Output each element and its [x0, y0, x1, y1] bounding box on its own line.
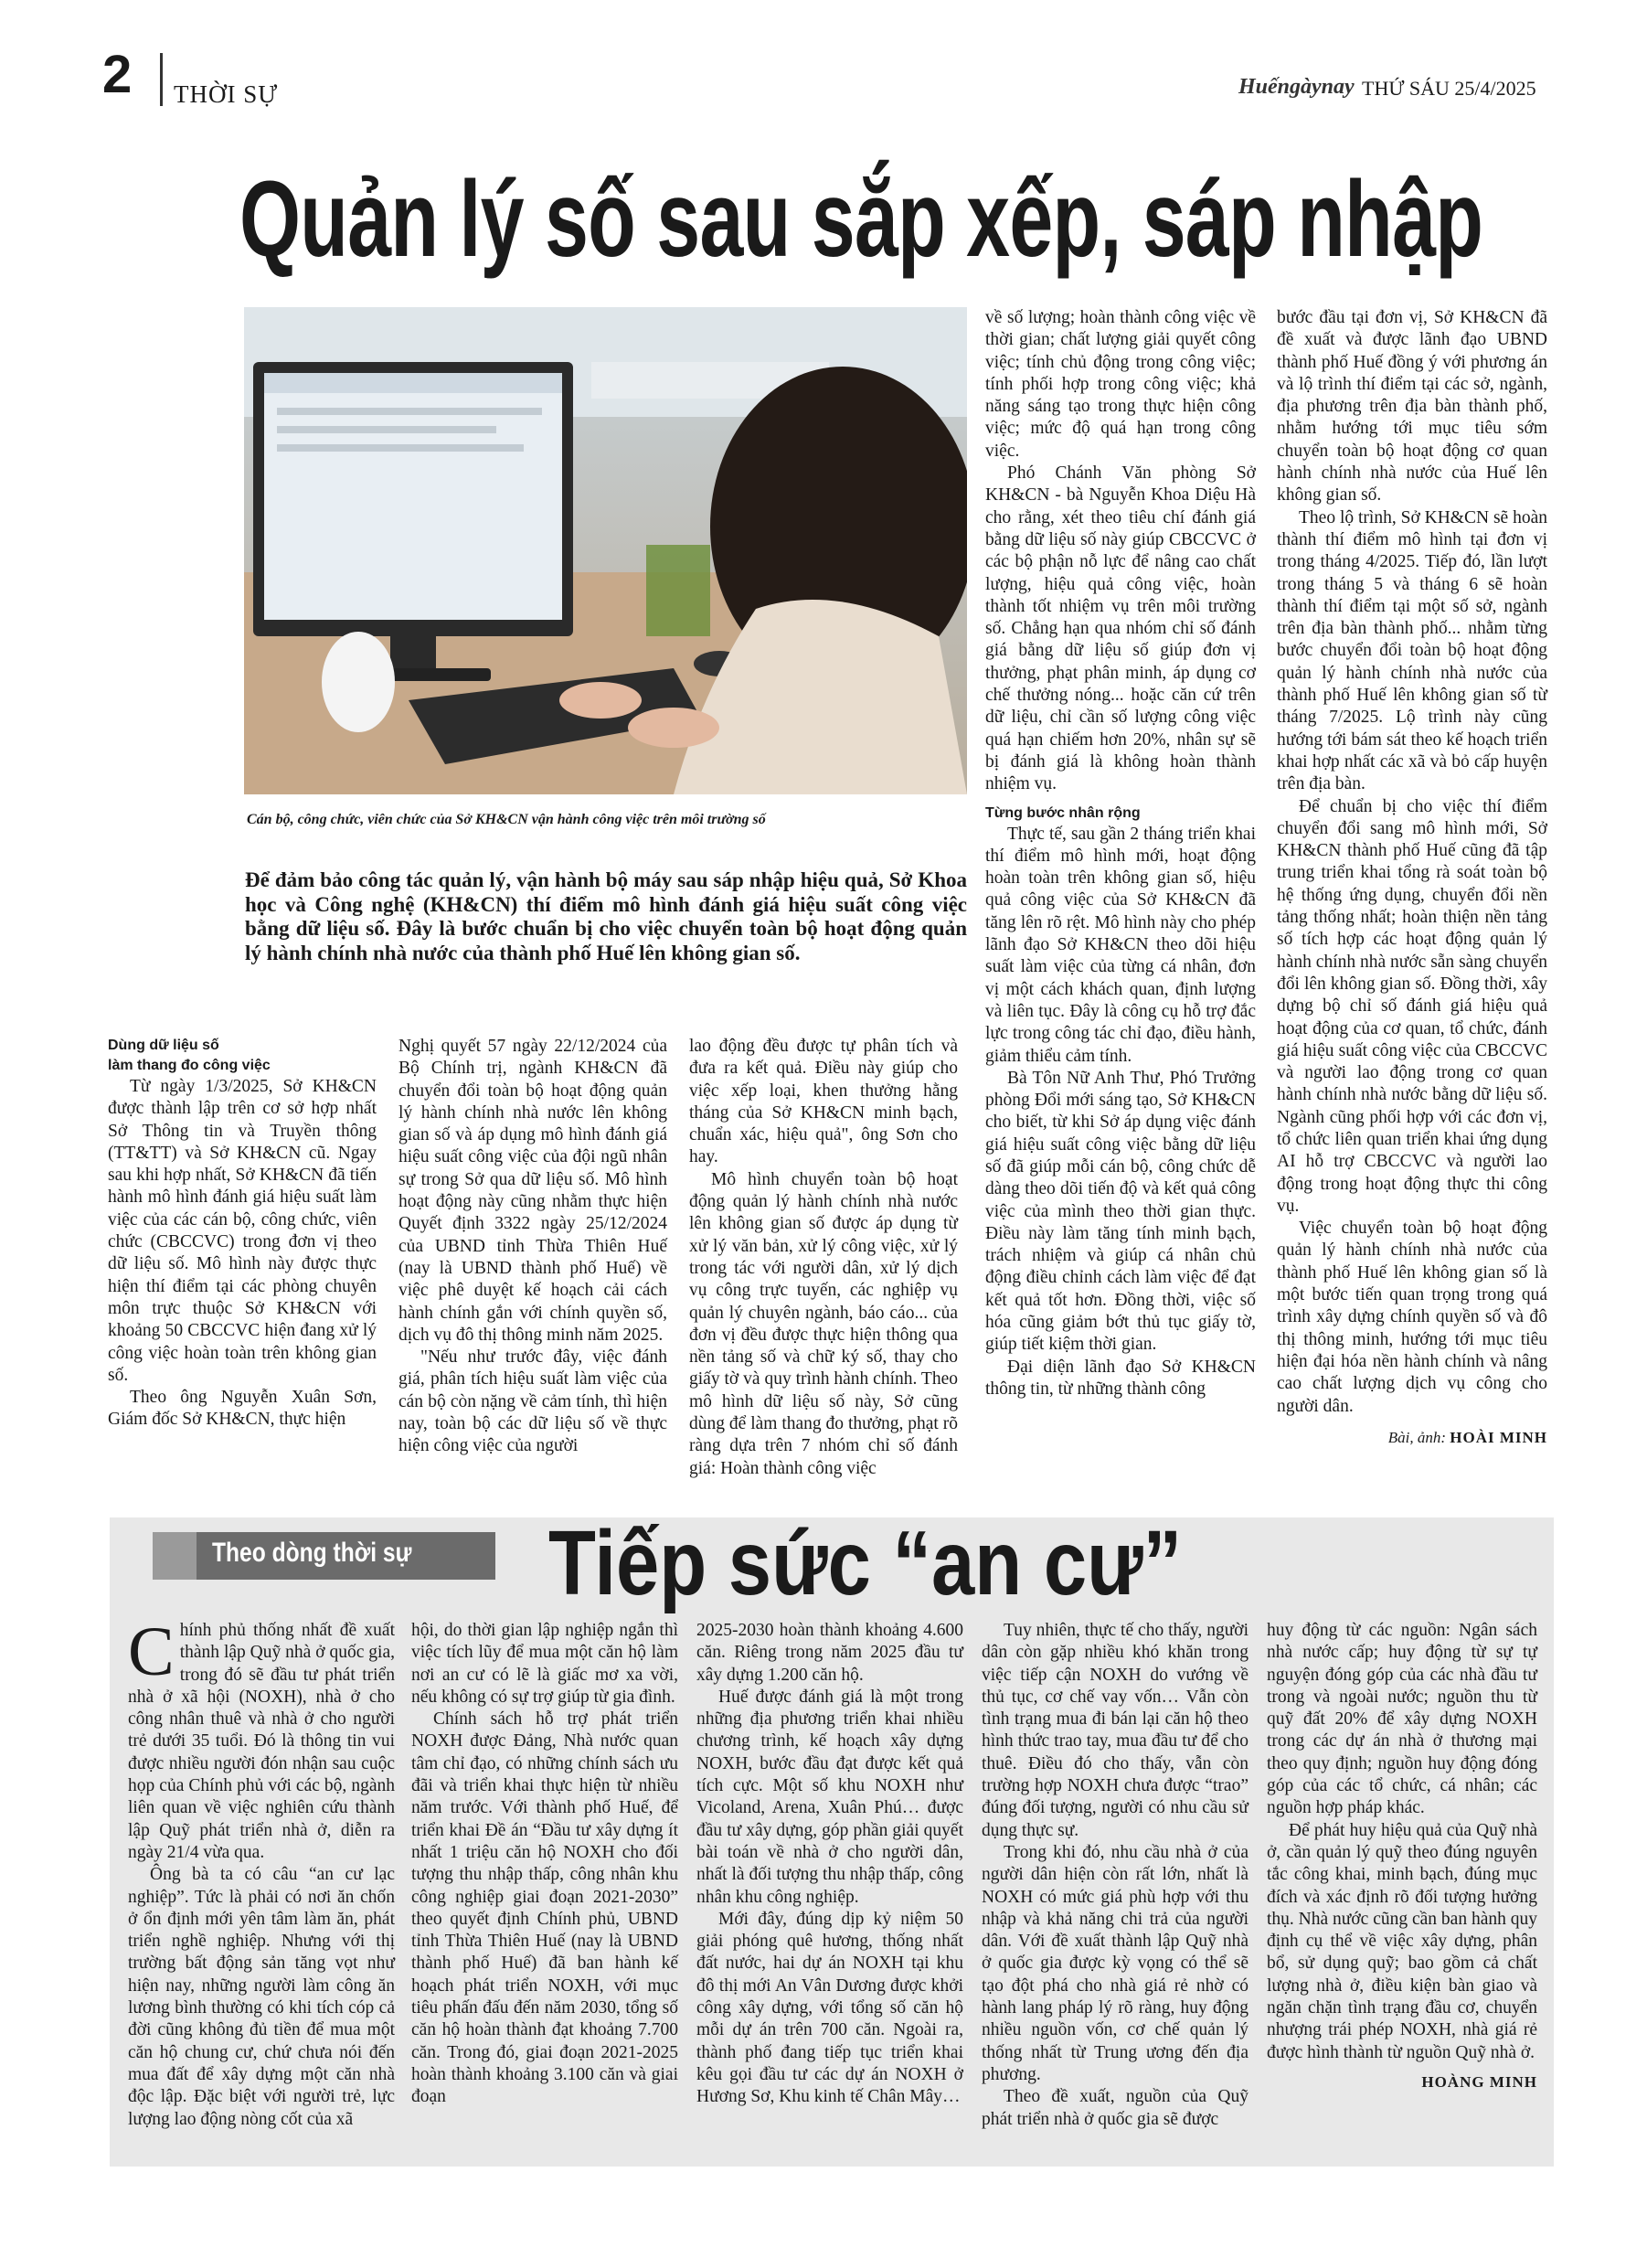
- page-number: 2: [102, 45, 133, 104]
- subheading: Dùng dữ liệu số làm thang đo công việc: [108, 1038, 271, 1073]
- paragraph: Từ ngày 1/3/2025, Sở KH&CN được thành lập trên cơ sở hợp nhất Sở Thông tin và Truyền thông (TT&TT) và Sở KH&CN cũ. Ngay sau khi hợp nhất, Sở KH&CN đã tiến hành mô hình đánh giá hiệu suất làm việc của các cán bộ, công chức, viên chức (CBCCVC) trong đơn vị theo dữ liệu số. Mô hình này được thực hiện thí điểm tại các phòng chuyên môn trực thuộc Sở KH&CN với khoảng 50 CBCCVC hiện đang xử lý công việc hoàn toàn trên không gian số.: [108, 1077, 377, 1385]
- paragraph: Trong khi đó, nhu cầu nhà ở của người dân hiện còn rất lớn, nhất là NOXH có mức giá phù hợp với thu nhập và khả năng chi trả của người dân. Với đề xuất thành lập Quỹ nhà ở quốc gia được kỳ vọng có thể sẽ tạo đột phá cho nhà giá rẻ nhờ có hành lang pháp lý rõ ràng, huy động nhiều nguồn vốn, cơ chế quản lý thống nhất từ Trung ương đến địa phương.: [982, 1842, 1249, 2084]
- article2-column-2: [411, 1620, 678, 2109]
- paragraph: huy động từ các nguồn: Ngân sách nhà nước cấp; huy động từ sự tự nguyện đóng góp của các nhà đầu tư trong và ngoài nước; nguồn thu từ quỹ đất 20% để xây dựng NOXH trong các dự án nhà ở thương mại theo quy định; nguồn huy động đóng góp của các tổ chức, cá nhân; các nguồn hợp pháp khác.: [1267, 1621, 1537, 1818]
- paragraph: Theo lộ trình, Sở KH&CN sẽ hoàn thành thí điểm mô hình tại đơn vị trong tháng 4/2025. Tiếp đó, lần lượt trong tháng 5 và tháng 6 sẽ hoàn thành thí điểm tại một số sở, ngành trên địa bàn thành phố... nhằm từng bước chuyển đổi toàn bộ hoạt động quản lý hành chính nhà nước của thành phố Huế lên không gian số từ tháng 7/2025. Lộ trình này cũng hướng tới bám sát theo kế hoạch triển khai hợp nhất các xã và bỏ cấp huyện trên địa bàn.: [1277, 507, 1547, 794]
- paragraph: Chính sách hỗ trợ phát triển NOXH được Đảng, Nhà nước quan tâm chỉ đạo, có những chính sách ưu đãi và triển khai thực hiện từ nhiều năm trước. Với thành phố Huế, để triển khai Đề án “Đầu tư xây dựng ít nhất 1 triệu căn hộ NOXH cho đối tượng thu nhập thấp, công nhân khu công nghiệp giai đoạn 2021-2030” theo quyết định Chính phủ, UBND tỉnh Thừa Thiên Huế (nay là UBND thành phố Huế) đã ban hành kế hoạch phát triển NOXH, với mục tiêu phấn đấu đến năm 2030, tổng số căn hộ hoàn thành đạt khoảng 7.700 căn. Trong đó, giai đoạn 2021-2025 hoàn thành khoảng 3.100 căn và giai đoạn: [411, 1709, 678, 2107]
- article1-column-1: [108, 1036, 377, 1432]
- paragraph: Huế được đánh giá là một trong những địa phương triển khai nhiều chương trình, kế hoạch xây dựng NOXH, bước đầu đạt được kết quả tích cực. Một số khu NOXH như Vicoland, Arena, Xuân Phú… được đầu tư xây dựng, góp phần giải quyết bài toán về nhà ở cho người dân, nhất là đối tượng thu nhập thấp, công nhân khu công nghiệp.: [696, 1687, 963, 1907]
- paragraph: Để phát huy hiệu quả của Quỹ nhà ở, cần quản lý quỹ theo đúng nguyên tắc công khai, minh bạch, đúng mục đích và xác định rõ đối tượng hưởng thụ. Nhà nước cũng cần ban hành quy định cụ thể về việc xây dựng, phân bổ, sử dụng quỹ; bao gồm cả chất lượng nhà ở, điều kiện bàn giao và ngăn chặn tình trạng đầu cơ, chuyển nhượng trái phép NOXH, nhà giá rẻ được hình thành từ nguồn Quỹ nhà ở.: [1267, 1820, 1537, 2062]
- paragraph: Thực tế, sau gần 2 tháng triển khai thí điểm mô hình mới, hoạt động hoàn toàn trên không gian số, hiệu quả công việc của Sở KH&CN đã tăng lên rõ rệt. Mô hình này cho phép lãnh đạo Sở KH&CN theo dõi hiệu suất làm việc của từng cá nhân, đơn vị một cách khách quan, định lượng và liên tục. Đây là công cụ hỗ trợ đắc lực trong công tác chỉ đạo, điều hành, giảm thiểu cảm tính.: [985, 824, 1256, 1066]
- article2-column-1: [128, 1613, 395, 2131]
- paragraph: Nghị quyết 57 ngày 22/12/2024 của Bộ Chính trị, ngành KH&CN đã chuyển đổi toàn bộ hoạt động quản lý hành chính nhà nước lên không gian số và áp dụng mô hình đánh giá hiệu suất công việc của đội ngũ nhân sự trong Sở qua dữ liệu số. Mô hình hoạt động này cũng nhằm thực hiện Quyết định 3322 ngày 25/12/2024 của UBND tỉnh Thừa Thiên Huế (nay là UBND thành phố Huế) về việc phê duyệt kế hoạch cải cách hành chính gắn với chính quyền số, dịch vụ đô thị thông minh năm 2025.: [398, 1037, 667, 1345]
- header-divider: [160, 53, 163, 106]
- paragraph: Phó Chánh Văn phòng Sở KH&CN - bà Nguyễn Khoa Diệu Hà cho rằng, xét theo tiêu chí đánh giá bằng dữ liệu số này giúp CBCCVC ở các bộ phận nỗ lực để nâng cao chất lượng, hiệu quả công việc, hoàn thành tốt nhiệm vụ trên môi trường số. Chẳng hạn qua nhóm chỉ số đánh giá bằng dữ liệu số giúp đơn vị thưởng, phạt phân minh, áp dụng cơ chế thưởng nóng... hoặc căn cứ trên dữ liệu, chỉ cần số lượng công việc quá hạn chiếm hơn 20%, nhân sự sẽ bị đánh giá là không hoàn thành nhiệm vụ.: [985, 463, 1256, 794]
- paragraph: về số lượng; hoàn thành công việc về thời gian; chất lượng giải quyết công việc; tính chủ động trong công việc; tính phối hợp trong công việc; khả năng sáng tạo trong thực hiện công việc; mức độ quá hạn trong công việc.: [985, 308, 1256, 461]
- paragraph: hội, do thời gian lập nghiệp ngắn thì việc tích lũy để mua một căn hộ làm nơi an cư có lẽ là giấc mơ xa vời, nếu không có sự trợ giúp từ gia đình.: [411, 1621, 678, 1707]
- paragraph: Đại diện lãnh đạo Sở KH&CN thông tin, từ những thành công: [985, 1357, 1256, 1399]
- paragraph: 2025-2030 hoàn thành khoảng 4.600 căn. Riêng trong năm 2025 đầu tư xây dựng 1.200 căn hộ.: [696, 1621, 963, 1685]
- article2-column-4: [982, 1620, 1249, 2131]
- paragraph: lao động đều được tự phân tích và đưa ra kết quả. Điều này giúp cho việc xếp loại, khen thưởng hằng tháng của Sở KH&CN minh bạch, chuẩn xác, hiệu quả", ông Sơn cho hay.: [689, 1037, 958, 1167]
- paragraph: Theo ông Nguyễn Xuân Sơn, Giám đốc Sở KH&CN, thực hiện: [108, 1388, 377, 1430]
- paragraph: Để chuẩn bị cho việc thí điểm chuyển đổi sang mô hình mới, Sở KH&CN thành phố Huế cũng đã tập trung triển khai tổng rà soát toàn bộ hệ thống ứng dụng, chuyển đổi nền tảng thống nhất; hoàn thiện nền tảng số tích hợp các hoạt động quản lý hành chính nhà nước sẵn sàng chuyển đổi lên không gian số. Đồng thời, xây dựng bộ chỉ số đánh giá hiệu quả hoạt động của cơ quan, tổ chức, đánh giá hiệu suất công việc của CBCCVC và người lao động trong cơ quan hành chính nhà nước bằng dữ liệu số. Ngành cũng phối hợp với các đơn vị, tổ chức liên quan triển khai ứng dụng AI hỗ trợ CBCCVC và người lao động trong hoạt động thực thi công vụ.: [1277, 796, 1547, 1216]
- issue-date: THỨ SÁU 25/4/2025: [1362, 77, 1536, 100]
- article-photo: [244, 307, 967, 794]
- paragraph: bước đầu tại đơn vị, Sở KH&CN đã đề xuất và được lãnh đạo UBND thành phố Huế đồng ý với phương án và lộ trình thí điểm tại các sở, ngành, địa phương trên địa bàn thành phố, nhằm hướng tới mục tiêu sớm chuyển toàn bộ hoạt động cơ quan hành chính nhà nước của Huế lên không gian số.: [1277, 308, 1547, 506]
- paragraph: Tuy nhiên, thực tế cho thấy, người dân còn gặp nhiều khó khăn trong việc tiếp cận NOXH do vướng về thủ tục, cơ chế vay vốn… Vẫn còn tình trạng mua đi bán lại căn hộ theo hình thức trao tay, mua đầu tư để cho thuê. Điều đó cho thấy, vẫn còn trường hợp NOXH chưa được “trao” đúng đối tượng, người có nhu cầu sử dụng thực sự.: [982, 1621, 1249, 1840]
- paragraph: Chính phủ thống nhất đề xuất thành lập Quỹ nhà ở quốc gia, trong đó sẽ đầu tư phát triển nhà ở xã hội (NOXH), nhà ở cho công nhân thuê và nhà ở cho người trẻ dưới 35 tuổi. Đó là thông tin vui được nhiều người đón nhận sau cuộc họp của Chính phủ với các bộ, ngành liên quan về việc nghiên cứu thành lập Quỹ phát triển nhà ở, diễn ra ngày 21/4 vừa qua.: [128, 1613, 395, 1862]
- paragraph: Mới đây, đúng dịp kỷ niệm 50 giải phóng quê hương, thống nhất đất nước, hai dự án NOXH tại khu đô thị mới An Vân Dương được khởi công xây dựng, với tổng số căn hộ mỗi dự án trên 700 căn. Ngoài ra, thành phố đang tiếp tục triển khai kêu gọi đầu tư các dự án NOXH ở Hương Sơ, Khu kinh tế Chân Mây…: [696, 1909, 963, 2107]
- article2-column-5: [1267, 1620, 1537, 2092]
- paragraph: "Nếu như trước đây, việc đánh giá, phân tích hiệu suất làm việc của cán bộ còn nặng về cảm tính, thì hiện nay, toàn bộ các dữ liệu số về thực hiện công việc của người: [398, 1347, 667, 1456]
- office-worker-photo: [244, 307, 967, 794]
- dropcap: C: [128, 1613, 175, 1690]
- article1-column-3: [689, 1036, 958, 1480]
- column-tag-label: Theo dòng thời sự: [212, 1538, 412, 1568]
- article1-column-2: [398, 1036, 667, 1458]
- paragraph: Ông bà ta có câu “an cư lạc nghiệp”. Tức là phải có nơi ăn chốn ở ổn định mới yên tâm làm ăn, phát triển nghề nghiệp. Nhưng với thị trường bất động sản tăng vọt như hiện nay, những người làm công ăn lương bình thường có khi tích cóp cả đời cũng không đủ tiền để mua một căn hộ chung cư, chứ chưa nói đến mua đất để xây dựng một căn nhà độc lập. Đặc biệt với người trẻ, lực lượng lao động nòng cốt của xã: [128, 1865, 395, 2129]
- article1-column-5: [1277, 307, 1547, 1447]
- newspaper-brand: Huếngàynay: [1238, 75, 1355, 99]
- article2-column-3: [696, 1620, 963, 2109]
- author-signature: HOÀNG MINH: [1421, 2072, 1537, 2091]
- byline: Bài, ảnh: HOÀI MINH: [1387, 1428, 1547, 1446]
- subheading: Từng bước nhân rộng: [985, 804, 1141, 821]
- paragraph: Việc chuyển toàn bộ hoạt động quản lý hành chính nhà nước của thành phố Huế lên không gian số là một bước tiến quan trọng trong quá trình xây dựng chính quyền số và đô thị thông minh, hướng tới mục tiêu hiện đại hóa nền hành chính và nâng cao chất lượng dịch vụ công cho người dân.: [1277, 1219, 1547, 1416]
- article1-column-4: [985, 307, 1256, 1400]
- article-title: Quản lý số sau sắp xếp, sáp nhập: [239, 159, 1483, 280]
- paragraph: Bà Tôn Nữ Anh Thư, Phó Trưởng phòng Đổi mới sáng tạo, Sở KH&CN cho biết, từ khi Sở áp dụng việc đánh giá hiệu suất công việc bằng dữ liệu số đã giúp mỗi cán bộ, công chức dễ dàng theo dõi tiến độ và kết quả công việc của mình theo thời gian thực. Điều này làm tăng tính minh bạch, trách nhiệm và giúp cá nhân chủ động điều chỉnh cách làm việc để đạt kết quả tốt hơn. Đồng thời, việc số hóa cũng giảm bớt thủ tục giấy tờ, giúp tiết kiệm thời gian.: [985, 1068, 1256, 1355]
- paragraph: Theo đề xuất, nguồn của Quỹ phát triển nhà ở quốc gia sẽ được: [982, 2087, 1249, 2129]
- photo-caption: Cán bộ, công chức, viên chức của Sở KH&CN vận hành công việc trên môi trường số: [247, 812, 766, 827]
- paragraph: Mô hình chuyển toàn bộ hoạt động quản lý hành chính nhà nước lên không gian số được áp dụng từ xử lý văn bản, xử lý công việc, xử lý trong tác với người dân, xử lý dịch vụ công trực tuyến, các nghiệp vụ quản lý chuyên ngành, báo cáo... của đơn vị đều được thực hiện thông qua nền tảng số và chữ ký số, thay cho giấy tờ và quy trình hành chính. Theo mô hình dữ liệu số này, Sở cũng dùng để làm thang đo thưởng, phạt rõ ràng dựa trên 7 nhóm chỉ số đánh giá: Hoàn thành công việc: [689, 1169, 958, 1478]
- column-tag-accent: [153, 1532, 197, 1580]
- article-lead: Để đảm bảo công tác quản lý, vận hành bộ máy sau sáp nhập hiệu quả, Sở Khoa học và Công nghệ (KH&CN) thí điểm mô hình đánh giá hiệu suất công việc bằng dữ liệu số. Đây là bước chuẩn bị cho việc chuyển toàn bộ hoạt động quản lý hành chính nhà nước của thành phố Huế lên không gian số.: [245, 868, 967, 964]
- section-name: THỜI SỰ: [174, 80, 279, 108]
- commentary-title: Tiếp sức “an cư”: [548, 1512, 1183, 1614]
